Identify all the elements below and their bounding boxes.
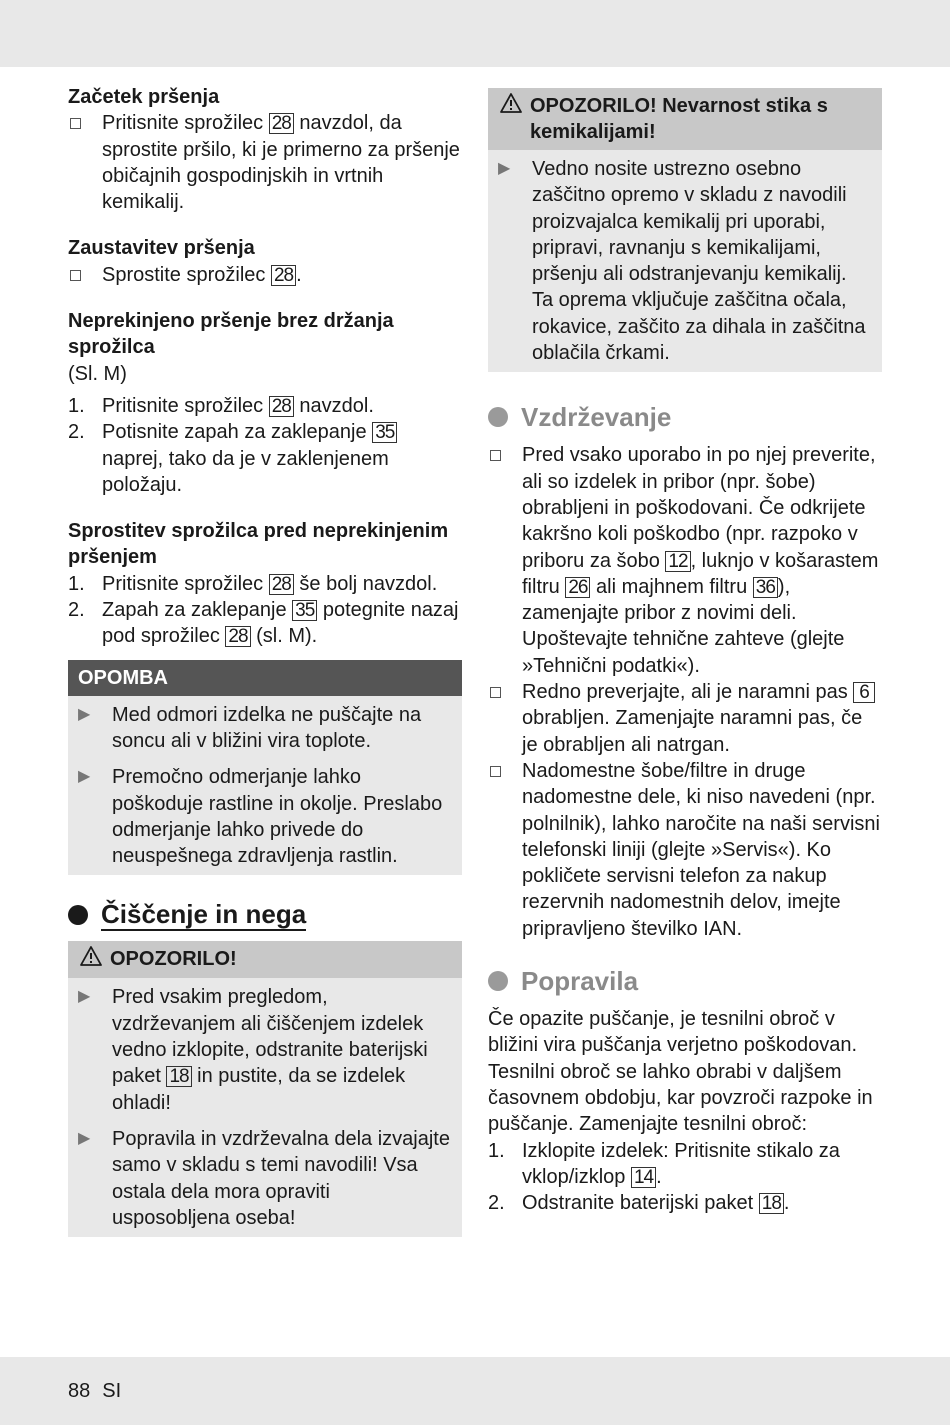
part-reference: 12 [665, 551, 690, 572]
list-item: Sprostite sprožilec 28 . [68, 262, 462, 288]
arrow-right-icon: ▶ [78, 768, 91, 786]
list-item: 1. Izklopite izdelek: Pritisnite stikalo za vklop/izklop 14 . [488, 1139, 840, 1188]
list-item: 1. Pritisnite sprožilec 28 še bolj navzdol. [68, 572, 438, 595]
part-reference: 28 [269, 574, 294, 595]
arrow-right-icon: ▶ [78, 988, 91, 1006]
section-title: Popravila [521, 966, 639, 997]
warning-title: OPOZORILO! [110, 948, 237, 971]
list-item: 1. Pritisnite sprožilec 28 navzdol. [68, 394, 374, 417]
right-column [488, 88, 882, 1216]
part-reference: 35 [292, 600, 317, 621]
part-reference: 18 [166, 1066, 191, 1087]
section-title: Čiščenje in nega [101, 899, 307, 930]
figure-reference: (Sl. M) [68, 362, 127, 385]
part-reference: 28 [269, 396, 294, 417]
section-repairs [488, 966, 882, 996]
header-band [0, 0, 950, 67]
list-item: Pred vsako uporabo in po njej preverite, ali so izdelek in pribor (npr. šobe) obrabljeni in poškodovani. Če odkrijete kakršno koli poškodbo (npr. razpoko v priboru za šobo 12 , luknjo v košarastem filtru 26 ali majhnem filtru 36 ), zamenjajte pribor z novimi deli. Upoštevajte tehnične zahteve (glejte »Tehnični podatki«). [488, 442, 882, 679]
subheading-continuous-spraying: Neprekinjeno pršenje brez držanja sprožilca [68, 310, 394, 359]
list-item: ▶ Med odmori izdelka ne puščajte na soncu ali v bližini vira toplote. [78, 702, 450, 755]
list-item: ▶ Vedno nosite ustrezno osebno zaščitno opremo v skladu z navodili proizvajalca kemikalij pri uporabi, pripravi, ravnanju s kemikalijami, pršenju ali odstranjevanju kemikalij. Ta oprema vključuje zaščitna očala, rokavice, zaščito za dihala in zaščitna oblačila črkami. [498, 156, 870, 366]
list-item: 2. Odstranite baterijski paket 18 . [488, 1192, 790, 1215]
part-reference: 28 [225, 626, 250, 647]
paragraph: Če opazite puščanje, je tesnilni obroč v bližini vira puščanja verjetno poškodovan. Tesnilni obroč se lahko obrabi v daljšem časovnem obdobju, kar povzroči razpoke in puščanje. Zamenjajte tesnilni obroč: [488, 1008, 873, 1136]
list-item: ▶ Popravila in vzdrževalna dela izvajajte samo v skladu s temi navodili! Vsa ostala dela mora opraviti usposobljena oseba! [78, 1126, 450, 1231]
list-item: ▶ Premočno odmerjanje lahko poškoduje rastline in okolje. Preslabo odmerjanje lahko privede do neuspešnega zdravljenja rastlin. [78, 764, 450, 869]
note-title: OPOMBA [68, 660, 462, 696]
arrow-right-icon: ▶ [78, 1129, 91, 1147]
arrow-right-icon: ▶ [498, 160, 511, 177]
section-maintenance [488, 402, 882, 432]
arrow-right-icon: ▶ [78, 705, 91, 723]
part-reference: 28 [269, 113, 294, 134]
page-footer [68, 1378, 121, 1404]
subheading-stop-spraying: Zaustavitev pršenja [68, 237, 255, 260]
part-reference: 26 [565, 577, 590, 598]
part-reference: 14 [631, 1167, 656, 1188]
checkbox-square-icon [490, 766, 501, 777]
language-code: SI [102, 1380, 122, 1402]
page-number: 88 [68, 1380, 91, 1402]
part-reference: 6 [853, 682, 875, 703]
checkbox-square-icon [490, 687, 501, 698]
checkbox-square-icon [70, 118, 81, 129]
checkbox-square-icon [490, 450, 501, 461]
part-reference: 28 [271, 265, 296, 286]
subheading-start-spraying: Začetek pršenja [68, 86, 220, 108]
left-column [68, 84, 462, 1237]
warning-box [68, 941, 462, 1237]
bullet-dot-icon [488, 407, 508, 427]
warning-triangle-icon [500, 93, 530, 145]
list-item: Pritisnite sprožilec 28 navzdol, da sprostite pršilo, ki je primerno za pršenje običajnih gospodinjskih in vrtnih kemikalij. [68, 110, 462, 215]
bullet-dot-icon [68, 905, 88, 925]
part-reference: 18 [759, 1193, 784, 1214]
section-title: Vzdrževanje [521, 402, 672, 433]
list-item: Nadomestne šobe/filtre in druge nadomestne dele, ki niso navedeni (npr. polnilnik), lahko naročite na naši servisni telefonski liniji (glejte »Servis«). Ko pokličete servisni telefon za nakup rezervnih nadomestnih delov, imejte pripravljeno številko IAN. [488, 758, 882, 942]
subheading-release-trigger: Sprostitev sprožilca pred neprekinjenim pršenjem [68, 520, 449, 569]
part-reference: 35 [372, 422, 397, 443]
list-item: 2. Potisnite zapah za zaklepanje 35 naprej, tako da je v zaklenjenem položaju. [68, 419, 462, 498]
footer-band [0, 1357, 950, 1425]
list-item: ▶ Pred vsakim pregledom, vzdrževanjem ali čiščenjem izdelek vedno izklopite, odstranite baterijski paket 18 in pustite, da se izdelek ohladi! [78, 984, 450, 1115]
part-reference: 36 [753, 577, 778, 598]
note-box [68, 660, 462, 876]
section-cleaning [68, 899, 462, 931]
bullet-dot-icon [488, 971, 508, 991]
warning-triangle-icon [80, 946, 110, 973]
list-item: 2. Zapah za zaklepanje 35 potegnite nazaj pod sprožilec 28 (sl. M). [68, 599, 459, 648]
warning-title: OPOZORILO! Nevarnost stika s kemikalijami! [530, 95, 828, 143]
warning-box [488, 88, 882, 372]
checkbox-square-icon [70, 270, 81, 281]
list-item: Redno preverjajte, ali je naramni pas 6 obrabljen. Zamenjajte naramni pas, če je obrabljen ali natrgan. [488, 679, 882, 758]
